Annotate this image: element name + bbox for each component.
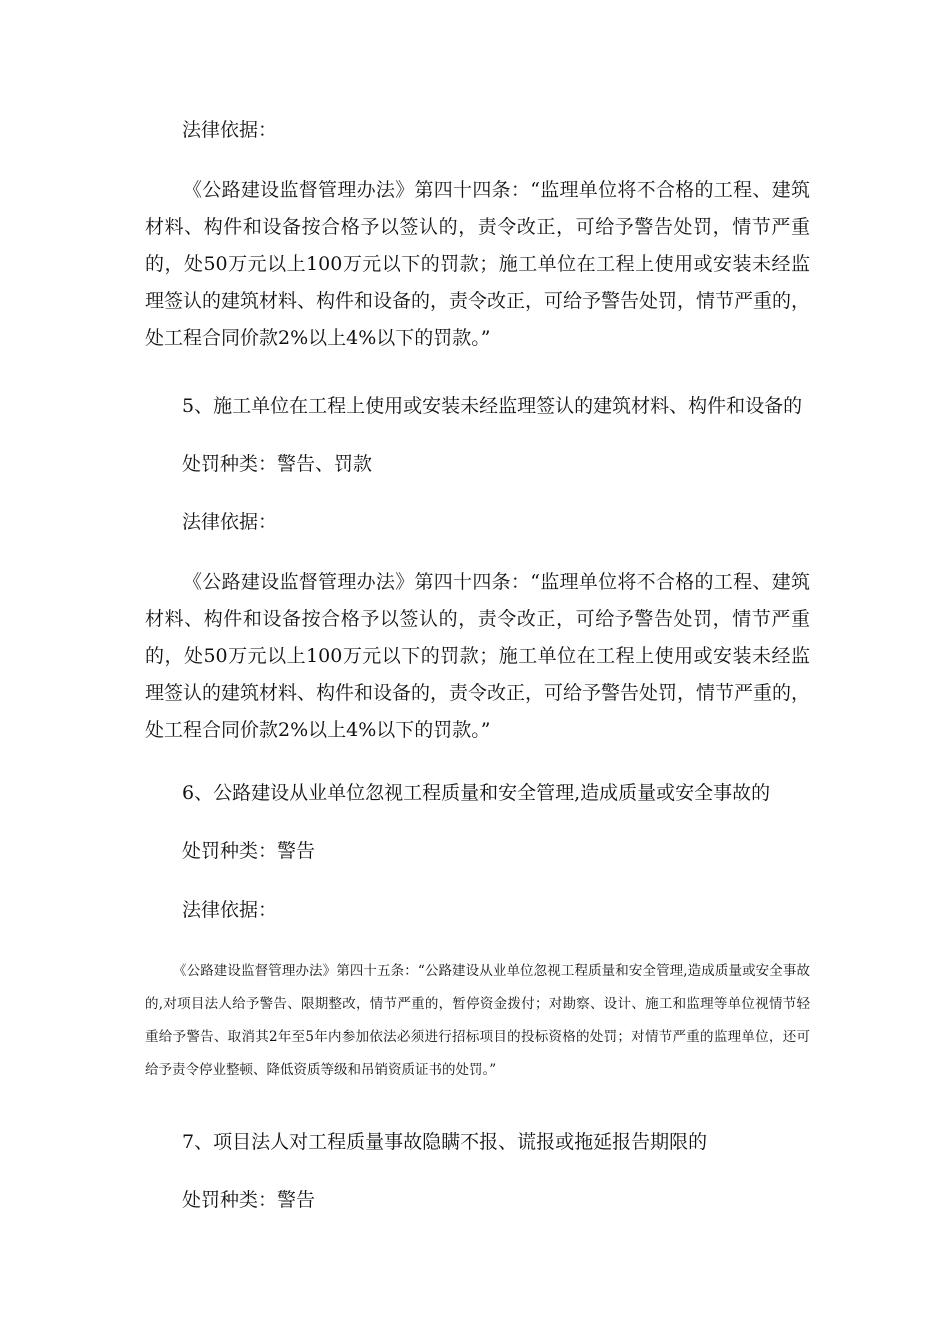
penalty-type-label: 处罚种类：警告 [182,840,316,862]
section-6-heading: 6、公路建设从业单位忽视工程质量和安全管理,造成质量或安全事故的 [182,782,771,804]
section-5-heading: 5、施工单位在工程上使用或安装未经监理签认的建筑材料、构件和设备的 [182,395,803,417]
penalty-type-label: 处罚种类：警告、罚款 [182,453,373,475]
article-44-paragraph: 《公路建设监督管理办法》第四十四条：“监理单位将不合格的工程、建筑材料、构件和设备按合格予以签认的，责令改正，可给予警告处罚，情节严重的，处50万元以上100万元以下的罚款；施工单位在工程上使用或安装未经监理签认的建筑材料、构件和设备的，责令改正，可给予警告处罚，情节严重的，处工程合同价款2%以上4%以下的罚款。” [145,571,811,741]
section-7-heading: 7、项目法人对工程质量事故隐瞒不报、谎报或拖延报告期限的 [182,1131,708,1153]
article-44-paragraph: 《公路建设监督管理办法》第四十四条：“监理单位将不合格的工程、建筑材料、构件和设备按合格予以签认的，责令改正，可给予警告处罚，情节严重的，处50万元以上100万元以下的罚款；施工单位在工程上使用或安装未经监理签认的建筑材料、构件和设备的，责令改正，可给予警告处罚，情节严重的，处工程合同价款2%以上4%以下的罚款。” [145,179,811,349]
legal-basis-label: 法律依据： [182,511,278,533]
legal-basis-label: 法律依据： [182,899,278,921]
penalty-type-label: 处罚种类：警告 [182,1189,316,1211]
legal-basis-label: 法律依据： [182,119,278,141]
article-45-paragraph: 《公路建设监督管理办法》第四十五条：“公路建设从业单位忽视工程质量和安全管理,造成质量或安全事故的,对项目法人给予警告、限期整改，情节严重的，暂停资金拨付；对勘察、设计、施工和监理等单位视情节轻重给予警告、取消其2年至5年内参加依法必须进行招标项目的投标资格的处罚；对情节严重的监理单位，还可给予责令停业整顿、降低资质等级和吊销资质证书的处罚。” [145,963,810,1078]
